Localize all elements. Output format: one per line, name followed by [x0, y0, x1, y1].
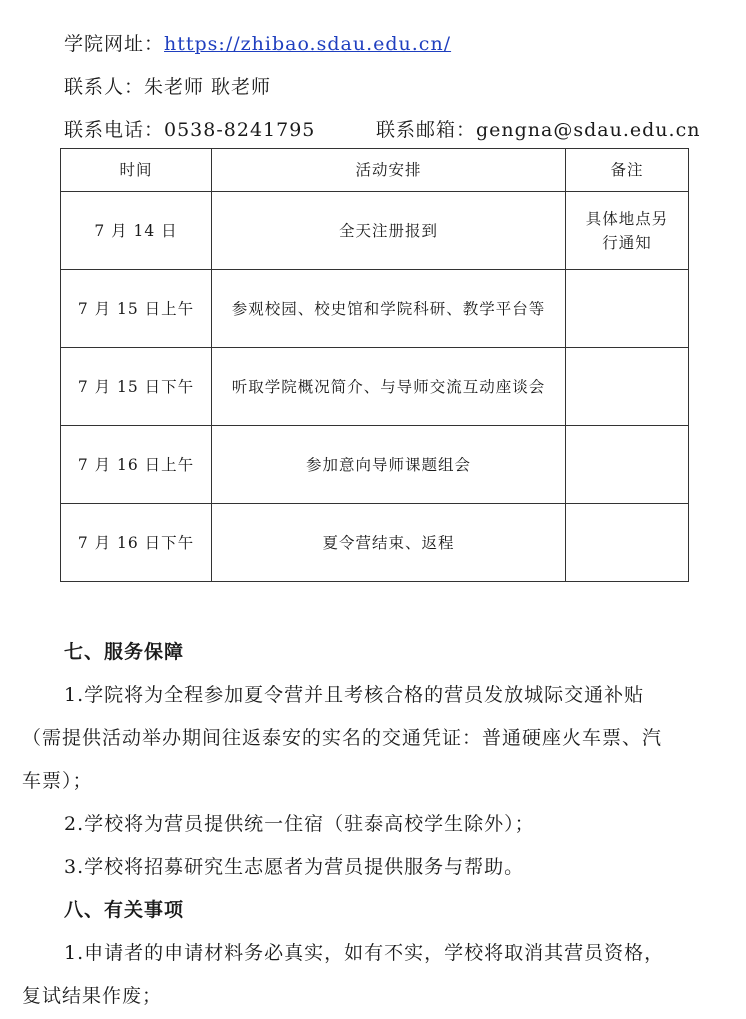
website-label: 学院网址：	[64, 33, 165, 55]
cell-activity: 夏令营结束、返程	[212, 504, 566, 582]
table-row	[61, 192, 689, 270]
website-link[interactable]: https://zhibao.sdau.edu.cn/	[164, 33, 452, 55]
contact-phone: 联系电话：0538-8241795	[64, 119, 316, 141]
cell-note	[566, 426, 689, 504]
header-activity: 活动安排	[212, 149, 566, 192]
cell-activity: 全天注册报到	[212, 192, 566, 270]
cell-time: 7 月 14 日	[61, 192, 212, 270]
section-title: 七、服务保障	[64, 641, 185, 663]
cell-note: 具体地点另行通知	[566, 192, 689, 270]
cell-activity: 听取学院概况简介、与导师交流互动座谈会	[212, 348, 566, 426]
table-row	[61, 270, 689, 348]
cell-time: 7 月 16 日下午	[61, 504, 212, 582]
contact-persons: 联系人：朱老师 耿老师	[64, 76, 272, 98]
header-time: 时间	[61, 149, 212, 192]
cell-activity: 参观校园、校史馆和学院科研、教学平台等	[212, 270, 566, 348]
cell-note	[566, 270, 689, 348]
paragraph-line: 1.学院将为全程参加夏令营并且考核合格的营员发放城际交通补贴	[64, 684, 645, 706]
website-line	[64, 29, 451, 56]
cell-time: 7 月 15 日上午	[61, 270, 212, 348]
table-row	[61, 504, 689, 582]
cell-time: 7 月 16 日上午	[61, 426, 212, 504]
paragraph-line: 复试结果作废；	[22, 985, 163, 1007]
table-row	[61, 426, 689, 504]
table-header-row	[61, 149, 689, 192]
section-title: 八、有关事项	[64, 899, 185, 921]
paragraph-line: （需提供活动举办期间往返泰安的实名的交通凭证：普通硬座火车票、汽	[22, 727, 663, 749]
paragraph-line: 1.申请者的申请材料务必真实，如有不实，学校将取消其营员资格，	[64, 942, 665, 964]
table-row	[61, 348, 689, 426]
cell-activity: 参加意向导师课题组会	[212, 426, 566, 504]
paragraph-line: 3.学校将招募研究生志愿者为营员提供服务与帮助。	[64, 856, 525, 878]
cell-note	[566, 504, 689, 582]
paragraph-line: 2.学校将为营员提供统一住宿（驻泰高校学生除外）；	[64, 813, 535, 835]
header-note: 备注	[566, 149, 689, 192]
contact-email: 联系邮箱：gengna@sdau.edu.cn	[376, 119, 701, 141]
schedule-table	[60, 148, 689, 582]
cell-time: 7 月 15 日下午	[61, 348, 212, 426]
paragraph-line: 车票）；	[22, 770, 93, 792]
cell-note	[566, 348, 689, 426]
